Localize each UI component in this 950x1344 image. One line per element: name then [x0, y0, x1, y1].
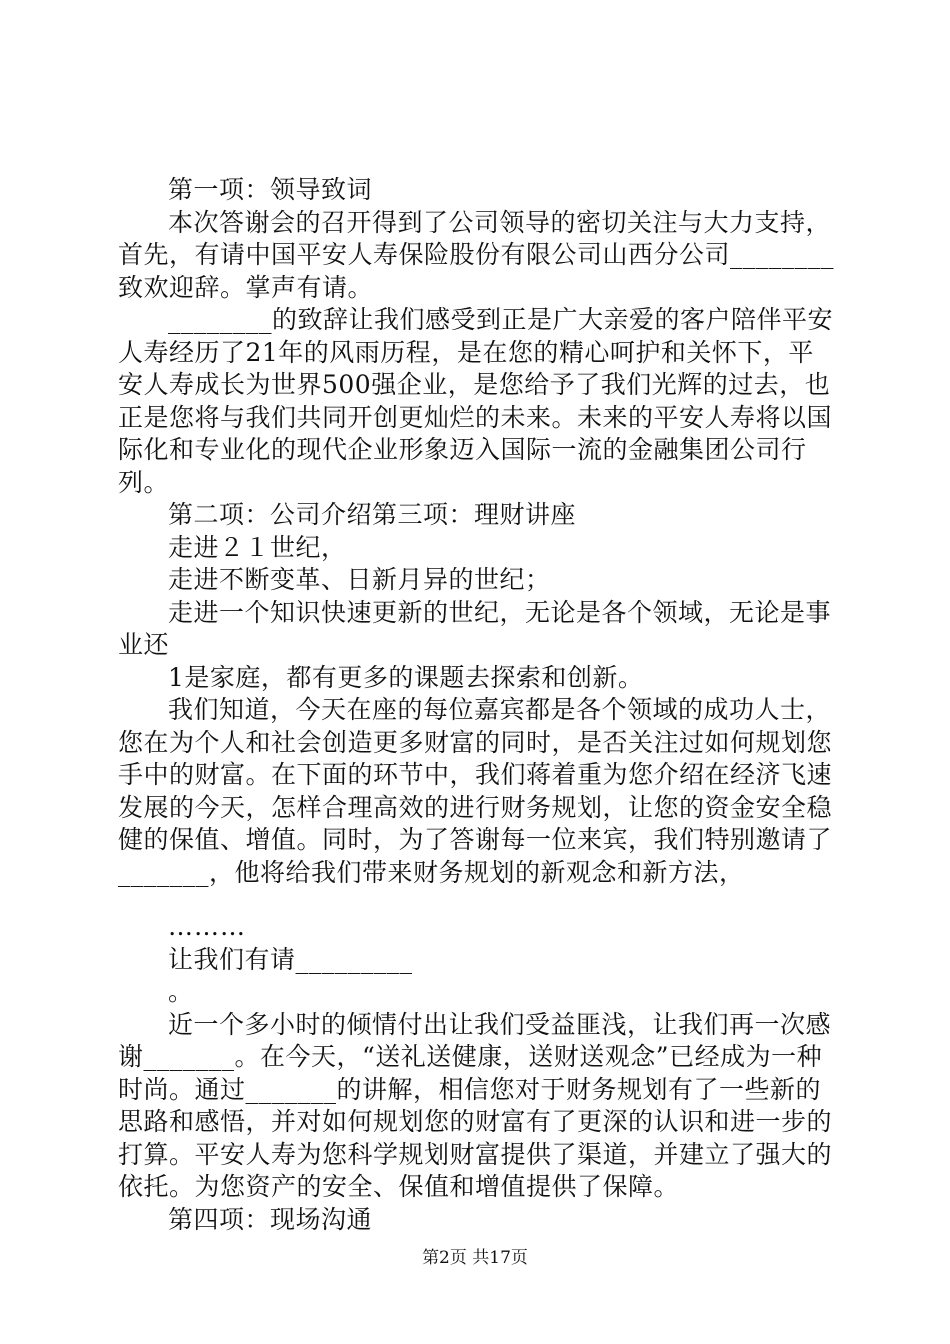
paragraph-speech-thanks: ________的致辞让我们感受到正是广大亲爱的客户陪伴平安人寿经历了21年的风雨历程，是在您的精心呵护和关怀下，平安人寿成长为世界500强企业，是您给予了我们光辉的过去，也正是您将与我们共同开创更灿烂的未来。未来的平安人寿将以国际化和专业化的现代企业形象迈入国际一流的金融集团公司行列。 — [118, 305, 834, 497]
document-body — [118, 174, 838, 1236]
section-heading-onsite-communication: 第四项：现场沟通 — [168, 1204, 373, 1234]
section-heading-company-intro: 第二项：公司介绍第三项：理财讲座 — [168, 500, 577, 529]
paragraph-line-knowledge: 走进一个知识快速更新的世纪，无论是各个领域，无论是事业还 — [118, 597, 832, 659]
page-footer: 第2页 共17页 — [422, 1248, 528, 1268]
paragraph-line-family: 1是家庭，都有更多的课题去探索和创新。 — [168, 662, 644, 692]
paragraph-finance-lecture: 我们知道，今天在座的每位嘉宾都是各个领域的成功人士，您在为个人和社会创造更多财富的同时，是否关注过如何规划您手中的财富。在下面的环节中，我们蒋着重为您介绍在经济飞速发展的今天，怎样合理高效的进行财务规划，让您的资金安全稳健的保值、增值。同时，为了答谢每一位来宾，我们特别邀请了_______，他将给我们带来财务规划的新观念和新方法， — [118, 695, 833, 887]
paragraph-line-century: 走进２１世纪， — [168, 532, 347, 562]
ellipsis-line: ……… — [168, 912, 246, 941]
paragraph-welcome: 本次答谢会的召开得到了公司领导的密切关注与大力支持，首先，有请中国平安人寿保险股份有限公司山西分公司________致欢迎辞。掌声有请。 — [118, 207, 835, 302]
paragraph-invite-speaker: 让我们有请_________ — [168, 944, 413, 974]
paragraph-closing-thanks: 近一个多小时的倾情付出让我们受益匪浅，让我们再一次感谢_______。在今天，“送礼送健康，送财送观念”已经成为一种时尚。通过_______的讲解，相信您对于财务规划有了一些新的思路和感悟，并对如何规划您的财富有了更深的认识和进一步的打算。平安人寿为您科学规划财富提供了渠道，并建立了强大的依托。为您资产的安全、保值和增值提供了保障。 — [118, 1009, 833, 1201]
section-heading-leader-speech: 第一项：领导致词 — [168, 175, 373, 204]
paragraph-line-change: 走进不断变革、日新月异的世纪； — [168, 565, 551, 594]
paragraph-period: 。 — [168, 977, 194, 1006]
